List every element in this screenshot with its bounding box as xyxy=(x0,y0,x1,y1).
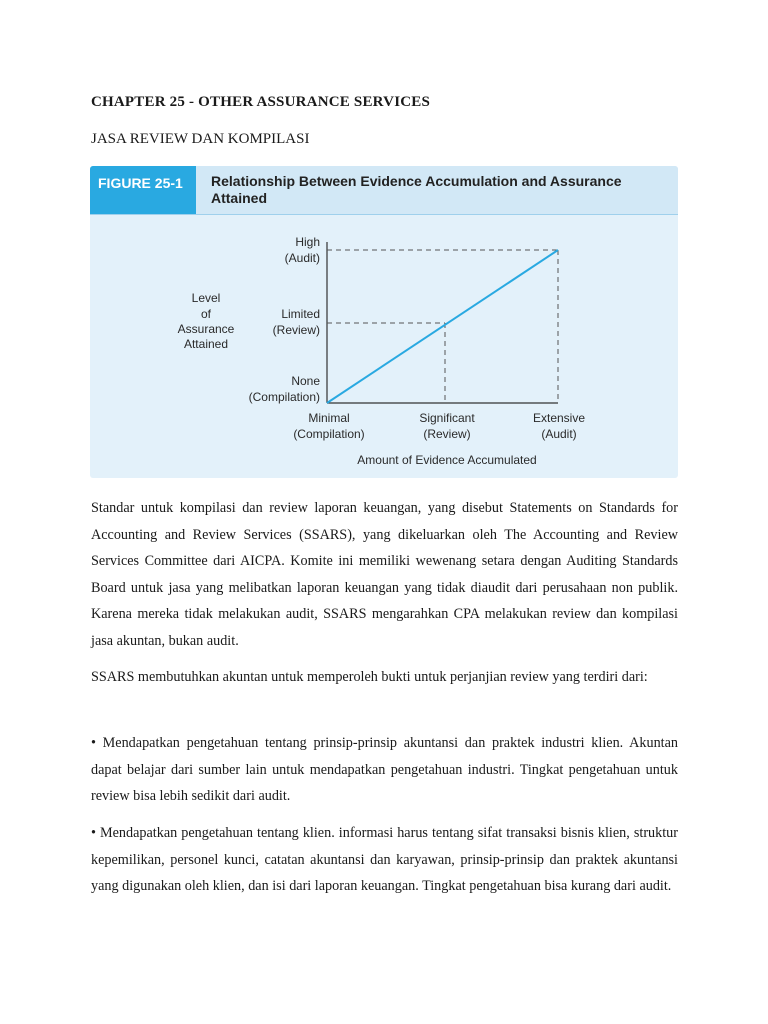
x-tick-label-minimal: Minimal xyxy=(308,411,350,425)
figure-label: FIGURE 25-1 xyxy=(90,166,196,214)
assurance-chart xyxy=(90,166,678,478)
bullet-industry-knowledge: • Mendapatkan pengetahuan tentang prinsip-prinsip akuntansi dan praktek industri klien. Akuntan dapat belajar dari sumber lain untuk mendapatkan pengetahuan industri. Tingkat pengetahuan untuk review bisa lebih sedikit dari audit. xyxy=(91,735,678,804)
x-tick-sublabel-significant: (Review) xyxy=(423,427,471,441)
y-tick-label-none: None xyxy=(291,374,320,388)
x-tick-label-extensive: Extensive xyxy=(532,411,586,425)
y-axis-label-line: Attained xyxy=(183,337,229,351)
bullet-client-knowledge: • Mendapatkan pengetahuan tentang klien. informasi harus tentang sifat transaksi bisnis klien, struktur kepemilikan, personel kunci, catatan akuntansi dan karyawan, prinsip-prinsip dan praktek akuntansi yang digunakan oleh klien, dan isi dari laporan keuangan. Tingkat pengetahuan bisa kurang dari audit. xyxy=(91,825,678,894)
figure-25-1 xyxy=(90,166,678,478)
section-title: JASA REVIEW DAN KOMPILASI xyxy=(91,131,310,147)
x-tick-label-significant: Significant xyxy=(419,411,475,425)
assurance-series-line xyxy=(327,250,558,403)
y-axis-label-line: Assurance xyxy=(177,322,235,336)
paragraph-ssars-intro: Standar untuk kompilasi dan review laporan keuangan, yang disebut Statements on Standards for Accounting and Review Services (SSARS), yang dikeluarkan oleh The Accounting and Review Services Committee dari AICPA. Komite ini memiliki wewenang setara dengan Auditing Standards Board untuk jasa yang melibatkan laporan keuangan yang tidak diaudit dari perusahaan non publik. Karena mereka tidak melakukan audit, SSARS mengarahkan CPA melakukan review dan kompilasi jasa akuntan, bukan audit. xyxy=(91,500,678,649)
x-tick-sublabel-extensive: (Audit) xyxy=(541,427,577,441)
y-tick-sublabel-limited: (Review) xyxy=(272,323,320,337)
y-axis-label-line: Level xyxy=(191,291,221,305)
chapter-title: CHAPTER 25 - OTHER ASSURANCE SERVICES xyxy=(91,94,431,110)
figure-title: Relationship Between Evidence Accumulation and Assurance Attained xyxy=(211,173,622,206)
paragraph-ssars-requirements: SSARS membutuhkan akuntan untuk memperoleh bukti untuk perjanjian review yang terdiri dari: xyxy=(91,669,648,685)
y-tick-sublabel-high: (Audit) xyxy=(284,251,320,265)
y-tick-sublabel-none: (Compilation) xyxy=(248,390,320,404)
y-tick-label-high: High xyxy=(295,235,320,249)
x-axis-label: Amount of Evidence Accumulated xyxy=(357,453,537,467)
y-axis-label-line: of xyxy=(200,307,212,321)
y-tick-label-limited: Limited xyxy=(281,307,320,321)
x-tick-sublabel-minimal: (Compilation) xyxy=(293,427,365,441)
